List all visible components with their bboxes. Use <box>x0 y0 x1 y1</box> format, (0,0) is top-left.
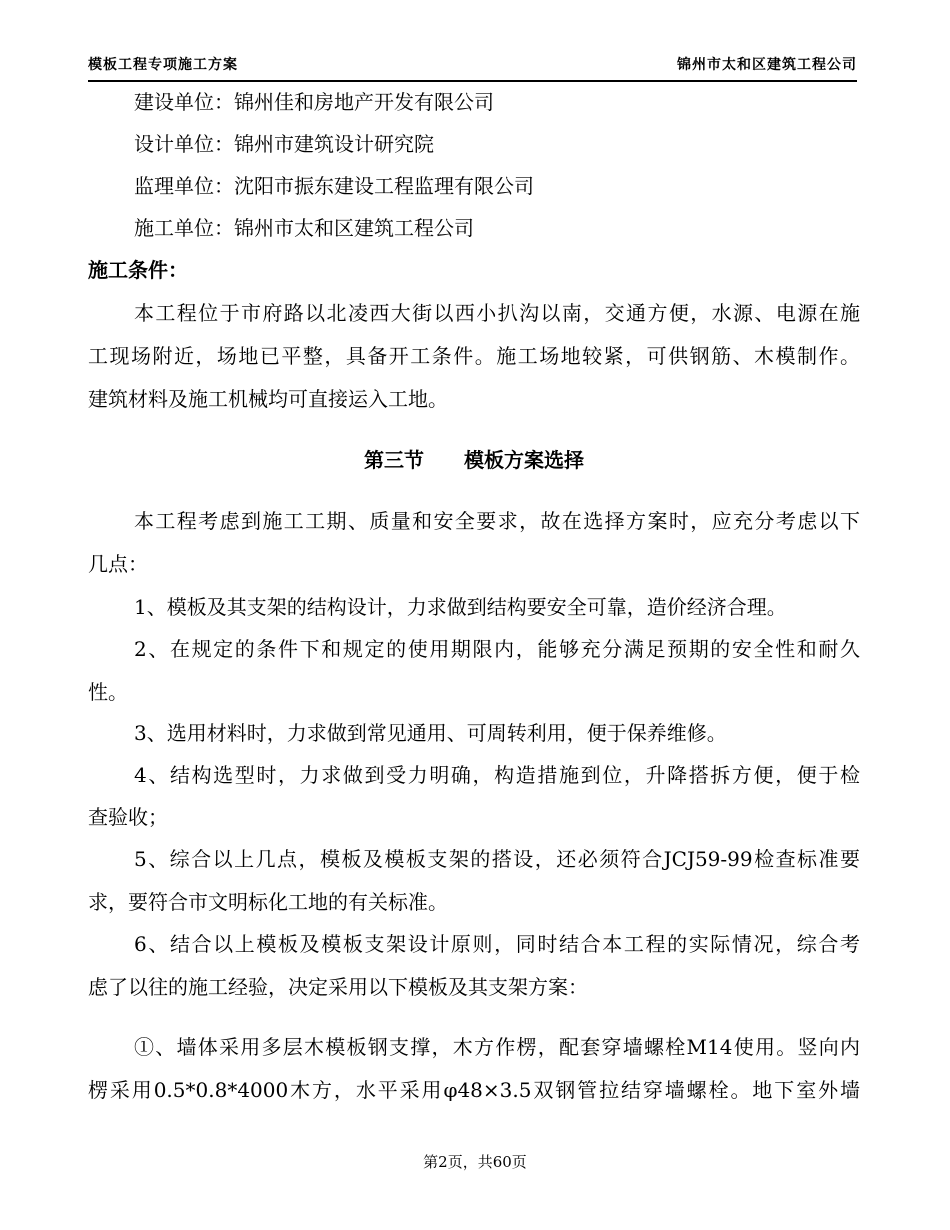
point-7-cont: 楞采用0.5*0.8*4000木方，水平采用φ48×3.5双钢管拉结穿墙螺栓。地下室外墙 <box>88 1078 860 1102</box>
point-3: 3、选用材料时，力求做到常见通用、可周转利用，便于保养维修。 <box>134 721 727 745</box>
point-6-cont: 虑了以往的施工经验，决定采用以下模板及其支架方案： <box>88 975 588 999</box>
point-1: 1、模板及其支架的结构设计，力求做到结构要安全可靠，造价经济合理。 <box>134 595 787 619</box>
point-4: 4、结构选型时，力求做到受力明确，构造措施到位，升降搭拆方便，便于检 <box>134 763 860 787</box>
conditions-line: 本工程位于市府路以北凌西大街以西小扒沟以南，交通方便，水源、电源在施 <box>134 301 860 325</box>
header-doc-title: 模板工程专项施工方案 <box>88 57 238 73</box>
conditions-line: 建筑材料及施工机械均可直接运入工地。 <box>88 387 448 411</box>
conditions-heading: 施工条件： <box>88 258 188 282</box>
intro-line: 本工程考虑到施工工期、质量和安全要求，故在选择方案时，应充分考虑以下 <box>134 509 860 533</box>
header-company: 锦州市太和区建筑工程公司 <box>677 57 857 73</box>
conditions-line: 工现场附近，场地已平整，具备开工条件。施工场地较紧，可供钢筋、木模制作。 <box>88 344 860 368</box>
section-title: 第三节 模板方案选择 <box>364 448 584 472</box>
point-5: 5、综合以上几点，模板及模板支架的搭设，还必须符合JCJ59-99检查标准要 <box>134 847 860 871</box>
unit-designer: 设计单位：锦州市建筑设计研究院 <box>134 132 434 156</box>
page-header <box>88 52 857 82</box>
point-7: ①、墙体采用多层木模板钢支撑，木方作楞，配套穿墙螺栓M14使用。竖向内 <box>134 1035 860 1059</box>
point-2-cont: 性。 <box>88 680 128 704</box>
unit-contractor: 施工单位：锦州市太和区建筑工程公司 <box>134 216 474 240</box>
point-2: 2、在规定的条件下和规定的使用期限内，能够充分满足预期的安全性和耐久 <box>134 637 860 661</box>
point-4-cont: 查验收； <box>88 805 168 829</box>
unit-supervisor: 监理单位：沈阳市振东建设工程监理有限公司 <box>134 174 534 198</box>
point-5-cont: 求，要符合市文明标化工地的有关标准。 <box>88 890 448 914</box>
page-number: 第2页，共60页 <box>423 1153 527 1171</box>
unit-construction-owner: 建设单位：锦州佳和房地产开发有限公司 <box>134 90 494 114</box>
point-6: 6、结合以上模板及模板支架设计原则，同时结合本工程的实际情况，综合考 <box>134 932 860 956</box>
intro-line: 几点： <box>88 552 148 576</box>
